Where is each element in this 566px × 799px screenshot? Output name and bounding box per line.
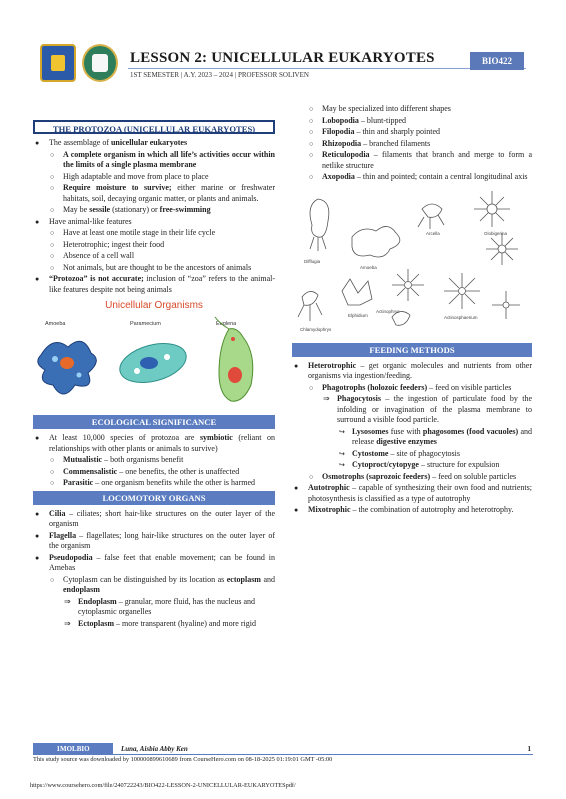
section-heading-feeding: FEEDING METHODS <box>292 343 532 357</box>
list-item: ○ Rhizopodia – branched filaments <box>292 139 532 150</box>
list-item: ○ Reticulopodia – filaments that branch and merge to form a netlike structure <box>292 150 532 171</box>
list-item: ○ Mutualistic – both organisms benefit <box>33 455 275 466</box>
svg-text:Actinophrys: Actinophrys <box>376 308 400 314</box>
section-heading-ecological: ECOLOGICAL SIGNIFICANCE <box>33 415 275 429</box>
list-item: ⇒ Phagocytosis – the ingestion of particulate food by the infolding or invagination of the plasma membrane to surround a visible food particle. <box>292 394 532 426</box>
figure-title: Unicellular Organisms <box>105 300 203 311</box>
section-heading-locomotory: LOCOMOTORY ORGANS <box>33 491 275 505</box>
header-divider <box>128 68 526 69</box>
amoeba-label: Amoeba <box>45 321 66 327</box>
unicellular-organisms-figure <box>33 301 275 409</box>
footer <box>33 743 533 755</box>
svg-text:Actinosphaerium: Actinosphaerium <box>444 314 478 320</box>
list-item: ○ Require moisture to survive; either marine or freshwater habitats, soil, decaying organic matter, or plants and animals. <box>33 183 275 204</box>
list-item: ○ Heterotrophic; ingest their food <box>33 240 275 251</box>
pseudopodia-types-list <box>292 104 532 183</box>
list-item: ○ Phagotrophs (holozoic feeders) – feed on visible particles <box>292 383 532 394</box>
left-column <box>33 118 275 630</box>
college-seal-logo <box>82 44 118 82</box>
svg-text:Amoeba: Amoeba <box>360 264 377 270</box>
list-item: ○ A complete organism in which all life’s activities occur within the limits of a single plasma membrane <box>33 150 275 171</box>
list-item: ↪ Lysosomes fuse with phagosomes (food vacuoles) and release digestive enzymes <box>292 427 532 448</box>
svg-text:Difflugia: Difflugia <box>304 258 321 264</box>
footer-divider <box>113 754 533 755</box>
list-item: ○ Axopodia – thin and pointed; contain a central longitudinal axis <box>292 172 532 183</box>
list-item: ● The assemblage of unicellular eukaryotes <box>33 138 275 149</box>
svg-text:Elphidium: Elphidium <box>348 312 368 318</box>
ecological-list <box>33 433 275 489</box>
list-item: ○ Osmotrophs (saprozoic feeders) – feed on soluble particles <box>292 472 532 483</box>
list-item: ● Mixotrophic – the combination of autotrophy and heterotrophy. <box>292 505 532 516</box>
list-item: ● At least 10,000 species of protozoa are symbiotic (reliant on relationships with other plants or animals to survive) <box>33 433 275 454</box>
svg-text:Globigerina: Globigerina <box>484 230 508 236</box>
list-item: ○ Lobopodia – blunt-tipped <box>292 116 532 127</box>
section-heading-protozoa: THE PROTOZOA (UNICELLULAR EUKARYOTES) <box>33 120 275 134</box>
footer-author: Luna, Aisbia Abby Ken <box>121 745 188 753</box>
list-item: ○ May be sessile (stationary) or free-swimming <box>33 205 275 216</box>
download-watermark: This study source was downloaded by 100000899610689 from CourseHero.com on 08-18-2025 01:19:01 GMT -05:00 <box>33 756 333 763</box>
feeding-list <box>292 361 532 516</box>
list-item: ↪ Cytoproct/cytopyge – structure for expulsion <box>292 460 532 471</box>
list-item: ⇒ Ectoplasm – more transparent (hyaline) and more rigid <box>33 619 275 630</box>
list-item: ○ Not animals, but are thought to be the ancestors of animals <box>33 263 275 274</box>
right-column <box>292 104 532 517</box>
list-item: ● Flagella – flagellates; long hair-like structures on the outer layer of the organism <box>33 531 275 552</box>
list-item: ○ High adaptable and move from place to place <box>33 172 275 183</box>
list-item: ○ Commensalistic – one benefits, the other is unaffected <box>33 467 275 478</box>
euglena-label: Euglena <box>216 321 237 327</box>
list-item: ○ May be specialized into different shapes <box>292 104 532 115</box>
list-item: ● Heterotrophic – get organic molecules and nutrients from other organisms via ingestion/feeding. <box>292 361 532 382</box>
svg-text:Arcella: Arcella <box>426 230 440 236</box>
list-item: ● Autotrophic – capable of synthesizing their own food and nutrients; photosynthesis is classified as a type of autotrophy <box>292 483 532 504</box>
university-logo <box>40 44 76 82</box>
lesson-title: LESSON 2: UNICELLULAR EUKARYOTES <box>130 50 435 66</box>
paramecium-label: Paramecium <box>130 321 161 327</box>
list-item: ○ Cytoplasm can be distinguished by its location as ectoplasm and endoplasm <box>33 575 275 596</box>
locomotory-list <box>33 509 275 630</box>
list-item: ⇒ Endoplasm – granular, more fluid, has the nucleus and cytoplasmic organelles <box>33 597 275 618</box>
list-item: ○ Absence of a cell wall <box>33 251 275 262</box>
pseudopodia-sketch-figure <box>292 187 532 337</box>
list-item: ○ Parasitic – one organism benefits while the other is harmed <box>33 478 275 489</box>
svg-text:Chlamydophrys: Chlamydophrys <box>300 326 332 332</box>
course-code-badge: BIO422 <box>470 52 524 70</box>
footer-class-code: 1MOLBIO <box>33 743 113 755</box>
list-item: ● Cilia – ciliates; short hair-like structures on the outer layer of the organism <box>33 509 275 530</box>
list-item: ○ Filopodia – thin and sharply pointed <box>292 127 532 138</box>
list-item: ● Have animal-like features <box>33 217 275 228</box>
list-item: ○ Have at least one motile stage in their life cycle <box>33 228 275 239</box>
source-url[interactable]: https://www.coursehero.com/file/240722243/BIO422-LESSON-2-UNICELLULAR-EUKARYOTESpdf/ <box>30 782 296 789</box>
organisms-illustration <box>33 315 275 409</box>
logos <box>40 44 120 82</box>
lesson-subtitle: 1ST SEMESTER | A.Y. 2023 – 2024 | PROFESSOR SOLIVEN <box>130 71 309 79</box>
list-item: ● Pseudopodia – false feet that enable movement; can be found in Amebas <box>33 553 275 574</box>
page-number: 1 <box>527 745 531 753</box>
protozoa-list <box>33 138 275 295</box>
pseudopodia-sketches <box>292 187 532 337</box>
list-item: ● “Protozoa” is not accurate; inclusion of “zoa” refers to the animal-like features despite not being animals <box>33 274 275 295</box>
list-item: ↪ Cytostome – site of phagocytosis <box>292 449 532 460</box>
